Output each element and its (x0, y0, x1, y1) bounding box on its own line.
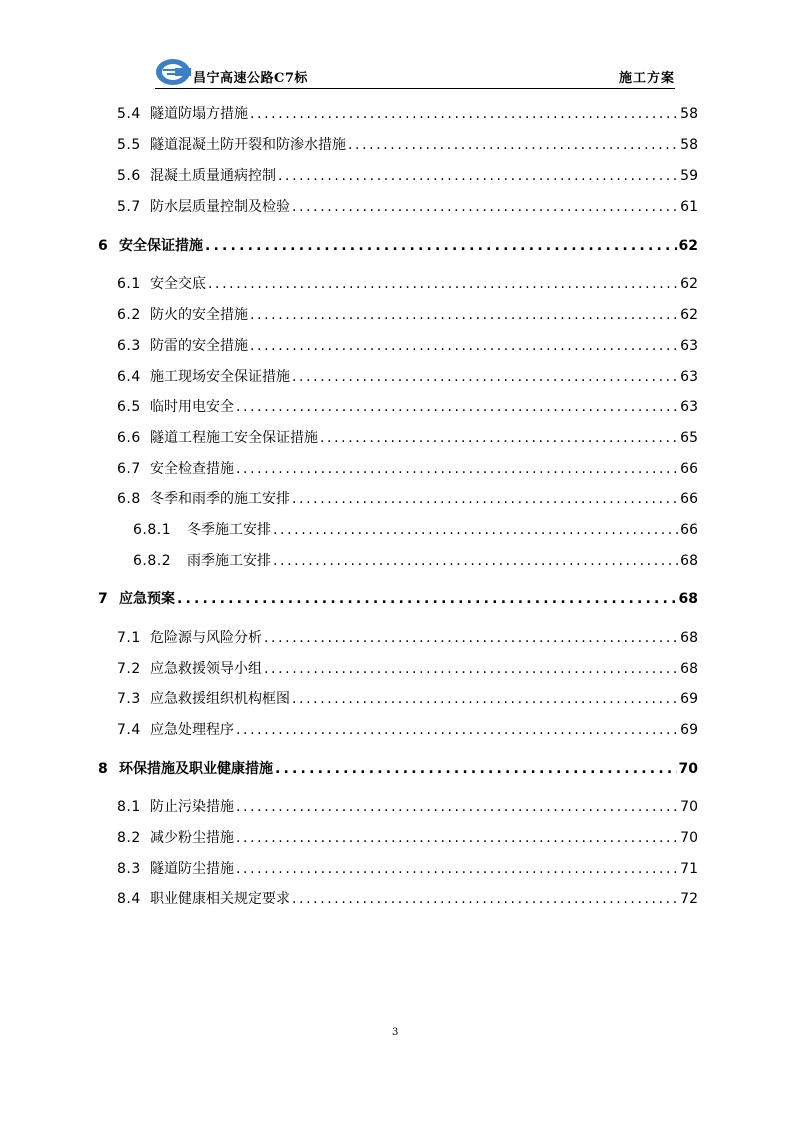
toc-entry-number: 8.1 (117, 799, 141, 815)
toc-leader-dots (250, 106, 678, 122)
toc-entry-page: 70 (680, 799, 698, 815)
toc-entry-page: 68 (680, 630, 698, 646)
toc-entry-title: 危险源与风险分析 (150, 630, 262, 646)
toc-entry-page: 69 (680, 691, 698, 707)
toc-entry[interactable] (117, 165, 698, 185)
toc-entry-title: 防火的安全措施 (150, 307, 248, 323)
toc-entry-number: 7 (98, 591, 108, 607)
toc-leader-dots (292, 891, 678, 907)
toc-entry-number: 7.3 (117, 691, 141, 707)
toc-entry-page: 68 (680, 553, 698, 569)
toc-entry-number: 5.7 (117, 199, 141, 215)
toc-entry[interactable] (117, 688, 698, 708)
toc-leader-dots (348, 137, 678, 153)
toc-entry[interactable] (117, 488, 698, 508)
toc-leader-dots (273, 553, 678, 569)
toc-entry-number: 5.5 (117, 137, 141, 153)
toc-entry[interactable] (98, 235, 698, 255)
toc-entry-page: 58 (680, 137, 698, 153)
toc-entry-number: 7.1 (117, 630, 141, 646)
toc-leader-dots (236, 799, 678, 815)
toc-entry-page: 68 (680, 661, 698, 677)
toc-leader-dots (236, 399, 678, 415)
toc-entry-title: 职业健康相关规定要求 (150, 891, 290, 907)
toc-leader-dots (264, 630, 678, 646)
toc-leader-dots (236, 722, 678, 738)
toc-entry-page: 63 (680, 369, 698, 385)
toc-entry-number: 5.6 (117, 168, 141, 184)
toc-entry-page: 58 (680, 106, 698, 122)
toc-entry[interactable] (117, 103, 698, 123)
toc-leader-dots (275, 761, 677, 777)
toc-leader-dots (236, 861, 678, 877)
toc-entry-number: 6.3 (117, 338, 141, 354)
toc-leader-dots (264, 661, 678, 677)
toc-entry-title: 临时用电安全 (150, 399, 234, 415)
toc-leader-dots (292, 199, 678, 215)
toc-entry-page: 68 (678, 591, 698, 607)
toc-entry[interactable] (117, 658, 698, 678)
toc-entry-title: 防止污染措施 (150, 799, 234, 815)
toc-entry-page: 66 (680, 461, 698, 477)
toc-entry-title: 隧道防塌方措施 (150, 106, 248, 122)
toc-entry[interactable] (117, 273, 698, 293)
toc-leader-dots (250, 307, 678, 323)
company-logo-icon (155, 58, 191, 86)
toc-entry-number: 5.4 (117, 106, 141, 122)
toc-leader-dots (250, 338, 678, 354)
toc-entry-number: 8 (98, 761, 108, 777)
toc-entry-page: 62 (680, 276, 698, 292)
toc-entry-page: 72 (680, 891, 698, 907)
toc-entry-page: 63 (680, 338, 698, 354)
document-type: 施工方案 (618, 71, 675, 86)
toc-entry-page: 66 (680, 491, 698, 507)
toc-entry[interactable] (117, 719, 698, 739)
toc-entry-title: 雨季施工安排 (187, 553, 271, 569)
toc-leader-dots (278, 168, 678, 184)
toc-entry-number: 6.7 (117, 461, 141, 477)
toc-entry[interactable] (98, 588, 698, 608)
toc-entry-title: 环保措施及职业健康措施 (119, 761, 273, 777)
toc-entry-page: 70 (680, 830, 698, 846)
toc-entry-title: 隧道工程施工安全保证措施 (150, 430, 318, 446)
toc-entry[interactable] (117, 796, 698, 816)
toc-entry-number: 6.6 (117, 430, 141, 446)
toc-leader-dots (208, 276, 678, 292)
page-number: 3 (392, 1027, 399, 1038)
toc-entry-title: 隧道混凝土防开裂和防渗水措施 (150, 137, 346, 153)
toc-entry-number: 7.4 (117, 722, 141, 738)
toc-entry[interactable] (117, 335, 698, 355)
toc-leader-dots (177, 591, 677, 607)
toc-entry-title: 防水层质量控制及检验 (150, 199, 290, 215)
toc-entry[interactable] (117, 304, 698, 324)
toc-entry-page: 62 (678, 238, 698, 254)
toc-leader-dots (292, 491, 678, 507)
page-header (155, 58, 675, 89)
toc-entry-number: 8.2 (117, 830, 141, 846)
toc-entry-number: 6.1 (117, 276, 141, 292)
toc-entry[interactable] (117, 458, 698, 478)
toc-entry-title: 冬季和雨季的施工安排 (150, 491, 290, 507)
toc-entry[interactable] (117, 427, 698, 447)
toc-entry[interactable] (117, 827, 698, 847)
toc-entry[interactable] (117, 888, 698, 908)
toc-entry-page: 62 (680, 307, 698, 323)
toc-entry[interactable] (117, 396, 698, 416)
toc-entry-number: 6.4 (117, 369, 141, 385)
toc-entry-title: 防雷的安全措施 (150, 338, 248, 354)
toc-entry-page: 61 (680, 199, 698, 215)
toc-entry[interactable] (133, 550, 698, 570)
toc-entry[interactable] (117, 627, 698, 647)
toc-leader-dots (273, 522, 678, 538)
toc-entry[interactable] (117, 858, 698, 878)
toc-entry[interactable] (117, 134, 698, 154)
toc-entry-title: 应急预案 (119, 591, 175, 607)
toc-entry-title: 安全检查措施 (150, 461, 234, 477)
toc-leader-dots (292, 691, 678, 707)
toc-leader-dots (236, 461, 678, 477)
toc-entry-title: 混凝土质量通病控制 (150, 168, 276, 184)
toc-entry-title: 安全交底 (150, 276, 206, 292)
toc-entry-page: 66 (680, 522, 698, 538)
toc-entry-number: 8.4 (117, 891, 141, 907)
toc-entry[interactable] (133, 519, 698, 539)
toc-entry-number: 6.8.1 (133, 522, 172, 538)
project-name: 昌宁高速公路C7标 (193, 71, 308, 86)
toc-entry-page: 59 (680, 168, 698, 184)
toc-entry-title: 冬季施工安排 (187, 522, 271, 538)
toc-leader-dots (292, 369, 678, 385)
toc-entry-page: 70 (678, 761, 698, 777)
toc-entry-number: 7.2 (117, 661, 141, 677)
toc-entry-page: 65 (680, 430, 698, 446)
toc-entry-title: 应急救援组织机构框图 (150, 691, 290, 707)
toc-entry[interactable] (117, 196, 698, 216)
toc-entry-title: 减少粉尘措施 (150, 830, 234, 846)
toc-entry[interactable] (98, 758, 698, 778)
toc-leader-dots (320, 430, 678, 446)
toc-entry-number: 6 (98, 238, 108, 254)
toc-entry-number: 6.8 (117, 491, 141, 507)
toc-leader-dots (236, 830, 678, 846)
toc-entry-title: 应急处理程序 (150, 722, 234, 738)
toc-entry-number: 6.8.2 (133, 553, 172, 569)
toc-entry-page: 71 (680, 861, 698, 877)
toc-entry-number: 8.3 (117, 861, 141, 877)
toc-entry-title: 安全保证措施 (119, 238, 203, 254)
toc-entry-page: 69 (680, 722, 698, 738)
toc-leader-dots (205, 238, 677, 254)
toc-entry-title: 应急救援领导小组 (150, 661, 262, 677)
toc-entry-title: 隧道防尘措施 (150, 861, 234, 877)
toc-entry-number: 6.5 (117, 399, 141, 415)
toc-entry-page: 63 (680, 399, 698, 415)
toc-entry-number: 6.2 (117, 307, 141, 323)
toc-entry[interactable] (117, 366, 698, 386)
toc-entry-title: 施工现场安全保证措施 (150, 369, 290, 385)
